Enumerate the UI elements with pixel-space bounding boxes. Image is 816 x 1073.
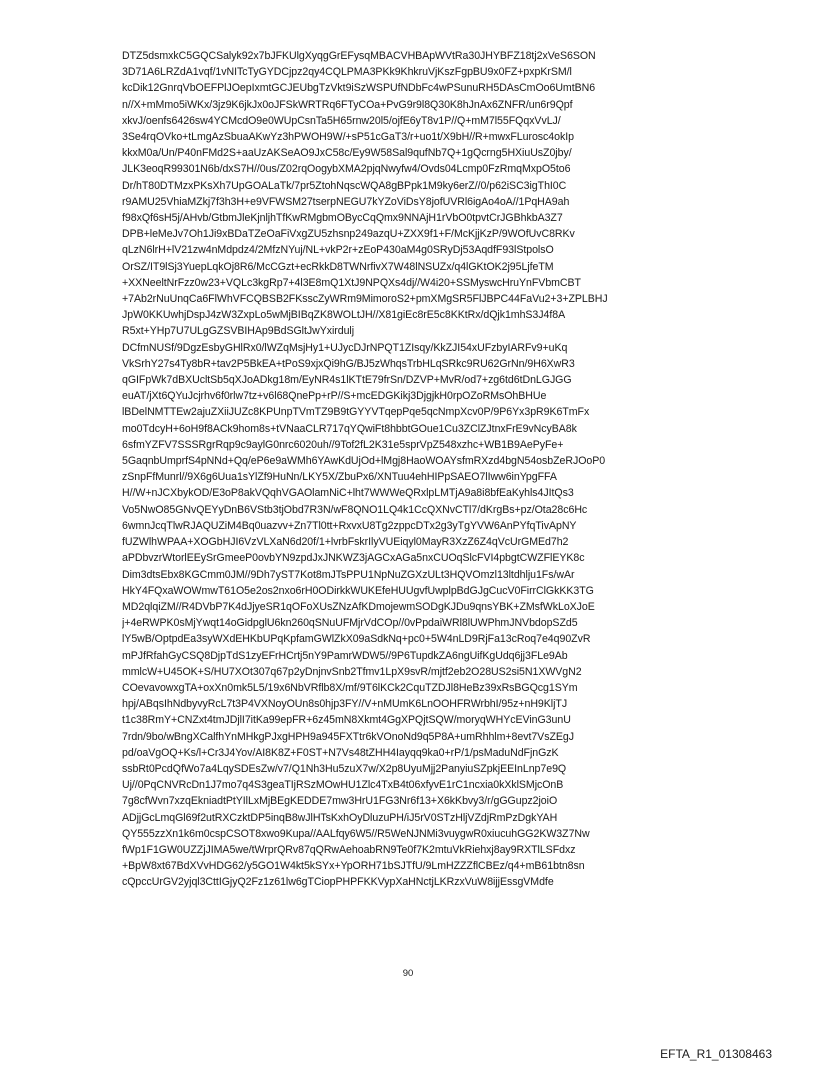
text-line: cQpccUrGV2yjql3CttIGjyQ2Fz1z61lw6gTCiopPHPFKKVypXaHNctjLKRzxVuW8ijjEssgVMdfe — [122, 876, 554, 889]
text-line: R5xt+YHp7U7ULgGZSVBIHAp9BdSGltJwYxirdulj — [122, 325, 355, 338]
text-line: Uj//0PqCNVRcDn1J7mo7q4S3geaTIjRSzMOwHU1Zlc4TxB4t06xfyvE1rC1ncxia0kXklSMjcOnB — [122, 779, 564, 792]
text-line: aPDbvzrWtorlEEySrGmeeP0ovbYN9zpdJxJNKWZ3jAGCxAGa5nxCUOqSlcFVI4pbgtCWZFlEYK8c — [122, 552, 585, 565]
text-line: ADjjGcLmqGl69f2utRXCzktDP5inqB8wJlHTsKxhOyDluzuPH/iJ5rV0STzHljVZdjRmPzDgkYAH — [122, 811, 558, 824]
text-line: JpW0KKUwhjDspJ4zW3ZxpLo5wMjBIBqZK8WOLtJH//X81giEc8rE5c8KKtRx/dQjk1mhS3J4f8A — [122, 309, 566, 322]
text-line: ssbRt0PcdQfWo7a4LqySDEsZw/v7/Q1Nh3Hu5zuX7w/X2p8UyuMjj2PanyiuSZpkjEEInLnp7e9Q — [122, 762, 567, 775]
text-line: kcDik12GnrqVbOEFPlJOepIxmtGCJEUbgTzVkt9iSzWSPUfNDbFc4wPSunuRH5DAsCmOo6UmtBN6 — [122, 82, 596, 95]
text-line: qLzN6lrH+lV21zw4nMdpdz4/2MfzNYuj/NL+vkP2r+zEoP430aM4g0SRyDj53AqdfF93lStpolsO — [122, 244, 554, 257]
text-line: HkY4FQxaWOWmwT61O5e2os2nxo6rH0ODirkkWUKEfeHUUgvfUwplpBdGJgCucV0FirrClGkKK3TG — [122, 584, 594, 597]
text-line: n//X+mMmo5iWKx/3jz9K6jkJx0oJFSkWRTRq6FTyCOa+PvG9r9l8Q30K8hJnAx6ZNFR/un6r9Qpf — [122, 98, 573, 111]
text-line: DCfmNUSf/9DgzEsbyGHlRx0/lWZqMsjHy1+UJycDJrNPQT1ZIsqy/KkZJI54xUFzbyIARFv9+uKq — [122, 341, 568, 354]
text-line: MD2qlqiZM//R4DVbP7K4dJjyeSR1qOFoXUsZNzAfKDmojewmSODgKJDu9qnsYBK+ZMsfWkLoXJoE — [122, 600, 595, 613]
text-line: 3D71A6LRZdA1vqf/1vNITcTyGYDCjpz2qy4CQLPMA3PKk9KhkruVjKszFgpBU9x0FZ+pxpKrSM/l — [122, 66, 572, 79]
encoded-text-block — [122, 48, 722, 891]
text-line: t1c38RmY+CNZxt4tmJDjlI7itKa99epFR+6z45mN8Xkmt4GgXPQjtSQW/moryqWHYcEVinG3unU — [122, 714, 571, 727]
text-line: 6wmnJcqTlwRJAQUZiM4Bq0uazvv+Zn7Tl0tt+RxvxU8Tg2zppcDTx2g3yTgYVW6AnPYfqTivApNY — [122, 519, 577, 532]
text-line: +7Ab2rNuUnqCa6FlWhVFCQBSB2FKsscZyWRm9MimoroS2+pmXMgSR5FlJBPC44FaVu2+3+ZPLBHJ — [122, 293, 608, 306]
text-line: pd/oaVgOQ+Ks/l+Cr3J4Yov/AI8K8Z+F0ST+N7Vs48tZHH4Iayqq9ka0+rP/1/psMaduNdFjnGzK — [122, 746, 559, 759]
text-line: H//W+nJCXbykOD/E3oP8akVQqhVGAOlamNiC+lht7WWWeQRxlpLMTjA9a8i8bfEaKyhls4JItQs3 — [122, 487, 574, 500]
text-line: fWp1F1GW0UZZjJIMA5we/tWrprQRv87qQRwAehoabRN9Te0f7K2mtuVkRiehxj8ay9RXTlLSFdxz — [122, 843, 576, 856]
text-line: 7g8cfWvn7xzqEkniadtPtYIlLxMjBEgKEDDE7mw3HrU1FG3Nr6f13+X6kKbvy3/r/gGGupz2joiO — [122, 795, 558, 808]
bates-number: EFTA_R1_01308463 — [660, 1047, 772, 1061]
text-line: j+4eRWPK0sMjYwqt14oGidpglU6kn260qSNuUFMjrVdCOp//0vPpdaiWRl8lUWPhmJNVbdopSZd5 — [122, 617, 578, 630]
text-line: VkSrhY27s4Ty8bR+tav2P5BkEA+tPoS9xjxQi9hG/BJ5zWhqsTrbHLqSRkc9RU62GrNn/9H6XwR3 — [122, 357, 575, 370]
text-line: JLK3eoqR99301N6b/dxS7H//0us/Z02rqOogybXMA2pjqNwyfw4/Ovds04Lcmp0FzRmqMxpO5to6 — [122, 163, 571, 176]
text-line: hpj/ABqsIhNdbyvyRcL7t3P4VXNoyOUn8s0hjp3FY//V+nMUmK6LnOOHFRWrbhI/95z+nH9KljTJ — [122, 698, 568, 711]
text-line: Dr/hT80DTMzxPKsXh7UpGOALaTk/7pr5ZtohNqscWQA8gBPpk1M9ky6erZ//0/p62iSC3igThI0C — [122, 179, 567, 192]
text-line: COevavowxgTA+oxXn0mk5L5/19x6NbVRflb8X/mf/9T6lKCk2CquTZDJl8HeBz39xRsBGQcg1SYm — [122, 681, 578, 694]
text-line: 3Se4rqOVko+tLmgAzSbuaAKwYz3hPWOH9W/+sP51cGaT3/r+uo1t/X9bH//R+mwxFLurosc4okIp — [122, 131, 574, 144]
text-line: lBDelNMTTEw2ajuZXiiJUZc8KPUnpTVmTZ9B9tGYYVTqepPqe5qcNmpXcv0P/9P6Yx3pR9K6TmFx — [122, 406, 590, 419]
text-line: 5GaqnbUmprfS4pNNd+Qq/eP6e9aWMh6YAwKdUjOd+lMgj8HaoWOAYsfmRXzd4bgN54osbZeRJOoP0 — [122, 455, 606, 468]
text-line: mmlcW+U45OK+S/HU7XOt307q67p2yDnjnvSnb2Tfmv1LpX9svR/mjtf2eb2O28US2si5N1XWVgN2 — [122, 665, 582, 678]
text-line: r9AMU25VhiaMZkj7f3h3H+e9VFWSM27tserpNEGU7kYZoViDsY8jofUVRl6igAo4oA//1PqHA9ah — [122, 195, 570, 208]
text-line: +BpW8xt67BdXVvHDG62/y5GO1W4kt5kSYx+YpORH71bSJTfU/9LmHZZZflCBEz/q4+mB61btn8sn — [122, 860, 585, 873]
text-line: fUZWlhWPAA+XOGbHJI6VzVLXaN6d20f/1+lvrbFskrIlyVUEiqyl0MayR3XzZ6Z4qVcUrGMEd7h2 — [122, 536, 569, 549]
text-line: DTZ5dsmxkC5GQCSalyk92x7bJFKUlgXyqgGrEFysqMBACVHBApWVtRa30JHYBFZ18tj2xVeS6SON — [122, 50, 596, 62]
text-line: kkxM0a/Un/P40nFMd2S+aaUzAKSeAO9JxC58c/Ey9W58Sal9qufNb7Q+1gQcrng5HXiuUsZ0jby/ — [122, 147, 572, 160]
text-line: OrSZ/IT9lSj3YuepLqkOj8R6/McCGzt+ecRkkD8TWNrfivX7W48lNSUZx/q4lGKtOK2j95LjfeTM — [122, 260, 554, 273]
text-line: xkvJ/oenfs6426sw4YCMcdO9e0WUpCsnTa5H65rnw20l5/ojfE6yT8v1P//Q+mM7l55FQqxVvLJ/ — [122, 114, 561, 127]
text-line: mo0TdcyH+6oH9f8ACk9hom8s+tVNaaCLR717qYQwiFt8hbbtGOue1Cu3ZClZJtnxFrE9vNcyBA8k — [122, 422, 577, 435]
text-line: zSnpFfMunrl//9X6g6Uua1sYlZf9HuNn/LKY5X/ZbuPx6/XNTuu4ehHIPpSAEO7lIww6inYpgFFA — [122, 471, 557, 484]
text-line: +XXNeeltNrFzz0w23+VQLc3kgRp7+4l3E8mQ1XtJ9NPQXs4dj//W4i20+SSMyswcHruYnFVbmCBT — [122, 276, 581, 289]
text-line: euAT/jXt6QYuJcjrhv6f0rlw7tz+v6l68QnePp+rP//S+mcEDGKikj3DjgjkH0rpOZoRMsOhBHUe — [122, 390, 547, 403]
text-line: 6sfmYZFV7SSSRgrRqp9c9aylG0nrc6020uh//9Tof2fL2K31e5sprVpZ548xzhc+WB1B9AePyFe+ — [122, 438, 564, 451]
text-line: 7rdn/9bo/wBngXCalfhYnMHkgPJxgHPH9a945FXTtr6kVOnoNd9q5P8A+umRhhlm+8evt7VsZEgJ — [122, 730, 574, 743]
text-line: Vo5NwO85GNvQEYyDnB6VStb3tjObd7R3N/wF8QNO1LQ4k1CcQXNvCTl7/dKrgBs+pz/Ota28c6Hc — [122, 503, 588, 516]
text-line: lY5wB/OptpdEa3syWXdEHKbUPqKpfamGWlZkX09aSdkNq+pc0+5W4nLD9RjFa13cRoq7e4q90ZvR — [122, 633, 591, 646]
text-line: QY555zzXn1k6m0cspCSOT8xwo9Kupa//AALfqy6W5//R5WeNJNMi3vuygwR0xiucuhGG2KW3Z7Nw — [122, 827, 590, 840]
text-line: Dim3dtsEbx8KGCmm0JM//9Dh7yST7Kot8mJTsPPU1NpNuZGXzULt3HQVOmzl13ltdhlju1Fs/wAr — [122, 568, 575, 581]
text-line: DPB+leMeJv7Oh1Ji9xBDaTZeOaFiVxgZU5zhsnp249azqU+ZXX9f1+F/McKjjKzP/9WOfUvC8RKv — [122, 228, 575, 241]
text-line: qGIFpWk7dBXUcltSb5qXJoADkg18m/EyNR4s1lKTtE79frSn/DZVP+MvR/od7+zg6td6tDnLGJGG — [122, 374, 572, 387]
text-line: f98xQf6sH5j/AHvb/GtbmJleKjnljhTfKwRMgbmOBycCqQmx9NNAjH1rVbO0tpvtCrJGBhkbA3Z7 — [122, 212, 563, 225]
page-number: 90 — [402, 968, 414, 979]
text-line: mPJfRfahGyCSQ8DjpTdS1zyEFrHCrtj5nY9PamrWDW5//9P6TupdkZA6ngUifKgUdq6jj3FLe9Ab — [122, 649, 568, 662]
